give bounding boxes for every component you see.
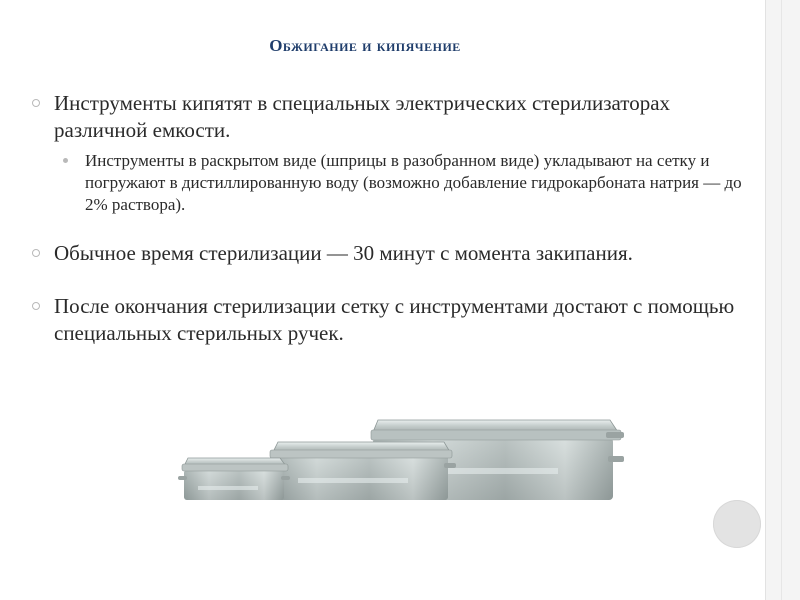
slide-content — [30, 90, 750, 347]
bullet-2 — [30, 240, 750, 267]
sub-bullet-1 — [30, 150, 750, 216]
bullet-circle-icon — [32, 99, 40, 107]
sterilizer-boxes-image — [178, 408, 638, 508]
bullet-1-text: Инструменты кипятят в специальных электрических стерилизаторах различной емкости. — [54, 91, 671, 142]
sub-bullet-1-text: Инструменты в раскрытом виде (шприцы в разобранном виде) укладывают на сетку и погружают в дистиллированную воду (возможно добавление гидрокарбоната натрия — до 2% раствора). — [85, 151, 742, 214]
bullet-3 — [30, 293, 750, 347]
right-scroll-panel — [765, 0, 800, 600]
slide-title: Обжигание и кипячение — [269, 36, 461, 55]
next-slide-circle-icon[interactable] — [713, 500, 761, 548]
sub-bullet-dot-icon — [63, 158, 68, 163]
medium-sterilizer-box — [264, 442, 456, 500]
bullet-1 — [30, 90, 750, 144]
bullet-2-text: Обычное время стерилизации — 30 минут с момента закипания. — [54, 241, 633, 265]
bullet-circle-icon — [32, 302, 40, 310]
bullet-3-text: После окончания стерилизации сетку с инструментами достают с помощью специальных стерильных ручек. — [54, 294, 735, 345]
small-sterilizer-box — [178, 458, 290, 500]
bullet-circle-icon — [32, 249, 40, 257]
